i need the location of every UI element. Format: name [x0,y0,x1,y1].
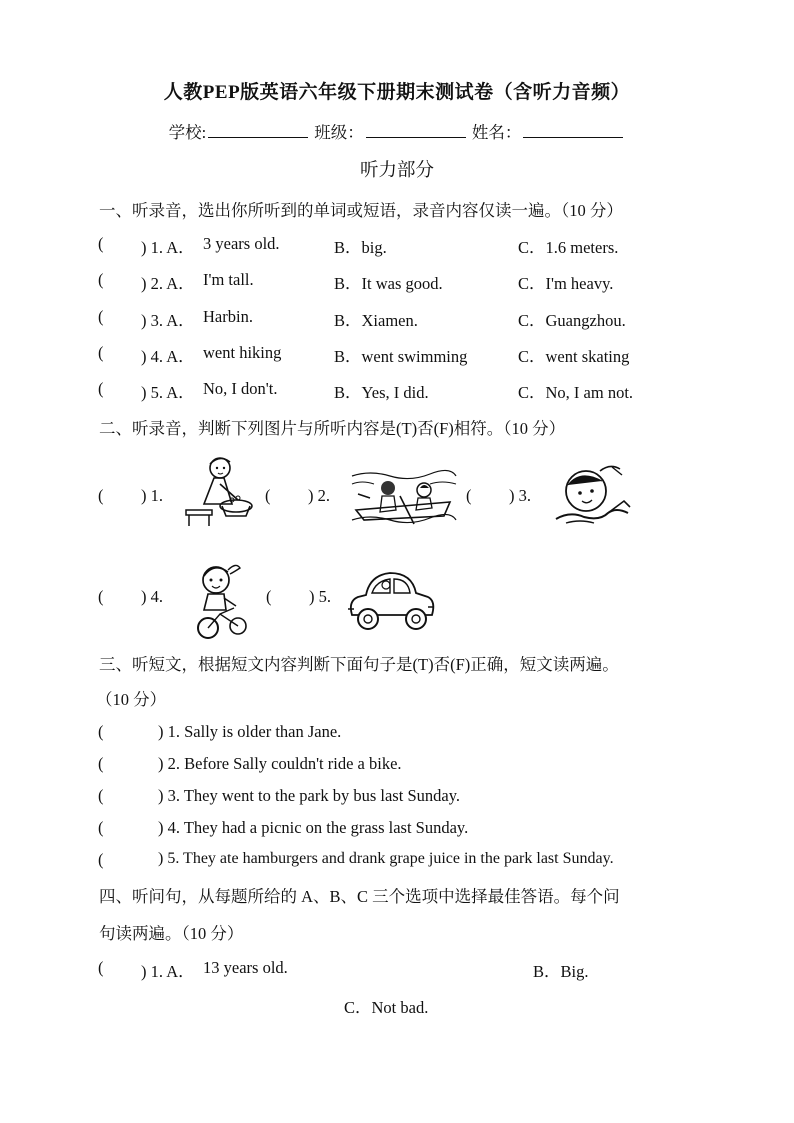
statement-text: ) 2. Before Sally couldn't ride a bike. [158,754,402,773]
option-c: C．went skating [518,347,630,366]
part3-statement-2 [0,754,794,776]
girl-riding-bike-icon [190,560,252,640]
option-c: C．Not bad. [344,998,429,1017]
answer-paren[interactable]: ( [98,234,104,253]
answer-paren[interactable]: ( [466,486,472,505]
answer-paren[interactable]: ( [98,818,104,837]
part1-instruction: 一、听录音，选出你所听到的单词或短语，录音内容仅读一遍。（10 分） [99,201,623,220]
option-a: I'm tall. [203,270,254,289]
part1-question-5 [0,379,794,401]
option-a: Harbin. [203,307,253,326]
part4-instruction-line1: 四、听问句，从每题所给的 A、B、C 三个选项中选择最佳答语。每个问 [99,887,620,906]
girl-swimming-icon [550,461,634,533]
answer-paren[interactable]: ( [98,722,104,741]
question-number: ) 3. A． [141,311,195,330]
part2-instruction: 二、听录音，判断下列图片与所听内容是(T)否(F)相符。（10 分） [99,419,566,438]
question-number: ) 1. A． [141,962,195,981]
option-c: C．1.6 meters. [518,238,619,257]
option-c: C．I'm heavy. [518,274,614,293]
picture-question-number: ) 1. [141,486,163,505]
question-number: ) 2. A． [141,274,195,293]
answer-paren[interactable]: ( [98,587,104,606]
answer-paren[interactable]: ( [98,786,104,805]
section-title: 听力部分 [359,161,434,181]
statement-text: ) 3. They went to the park by bus last Sunday. [158,786,460,805]
student-info-line [0,119,794,143]
question-number: ) 5. A． [141,383,195,402]
part3-statement-5 [0,850,794,872]
kids-rowing-boat-icon [350,466,458,528]
statement-text: ) 1. Sally is older than Jane. [158,722,342,741]
answer-paren[interactable]: ( [98,307,104,326]
option-b: B．big. [334,238,387,257]
girl-washing-clothes-icon [180,454,256,528]
part3-instruction: 三、听短文，根据短文内容判断下面句子是(T)否(F)正确，短文读两遍。 [99,655,619,674]
school-label: 学校: [168,123,207,142]
option-a: went hiking [203,343,282,362]
answer-paren[interactable]: ( [98,958,104,977]
part1-question-2 [0,270,794,292]
part1-question-1 [0,234,794,256]
option-b: B．It was good. [334,274,443,293]
part4-instruction-line2: 句读两遍。（10 分） [99,924,244,943]
answer-paren[interactable]: ( [98,379,104,398]
answer-paren[interactable]: ( [98,486,104,505]
car-icon [344,565,438,637]
answer-paren[interactable]: ( [98,754,104,773]
name-blank[interactable] [523,123,623,138]
option-c: C．Guangzhou. [518,311,626,330]
picture-question-number: ) 4. [141,587,163,606]
statement-text: ) 4. They had a picnic on the grass last Sunday. [158,818,469,837]
answer-paren[interactable]: ( [265,486,271,505]
option-b: B．Big. [533,962,589,981]
school-blank[interactable] [208,123,308,138]
class-blank[interactable] [366,123,466,138]
question-number: ) 1. A． [141,238,195,257]
option-a: 13 years old. [203,958,288,977]
answer-paren[interactable]: ( [98,343,104,362]
part1-question-3 [0,307,794,329]
option-a: No, I don't. [203,379,278,398]
part1-question-4 [0,343,794,365]
page-title: 人教PEP版英语六年级下册期末测试卷（含听力音频） [163,82,631,103]
option-b: B．Xiamen. [334,311,418,330]
answer-paren[interactable]: ( [98,850,104,869]
statement-text: ) 5. They ate hamburgers and drank grape juice in the park last Sunday. [158,850,614,867]
picture-question-number: ) 2. [308,486,330,505]
option-b: B．Yes, I did. [334,383,429,402]
option-b: B．went swimming [334,347,468,366]
answer-paren[interactable]: ( [266,587,272,606]
part3-statement-3 [0,786,794,808]
answer-paren[interactable]: ( [98,270,104,289]
option-c: C．No, I am not. [518,383,634,402]
name-label: 姓名： [471,123,522,142]
picture-question-number: ) 5. [309,587,331,606]
part3-statement-4 [0,818,794,840]
part3-statement-1 [0,722,794,744]
question-number: ) 4. A． [141,347,195,366]
part3-score: （10 分） [96,690,167,709]
option-a: 3 years old. [203,234,280,253]
part4-question-1 [0,958,794,980]
picture-question-number: ) 3. [509,486,531,505]
class-label: 班级： [314,123,364,142]
